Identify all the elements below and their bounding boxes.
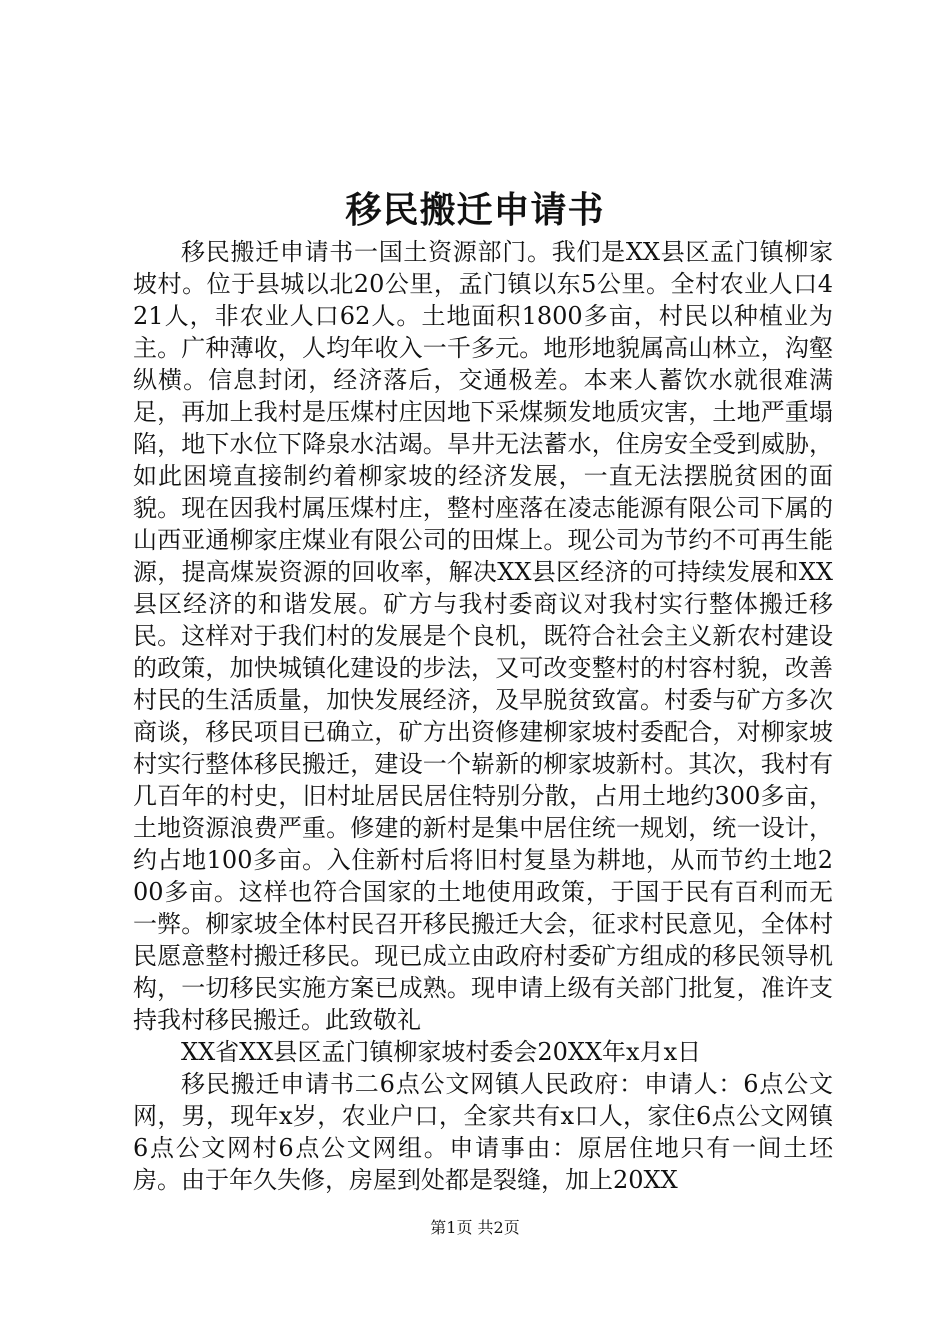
paragraph-1: 移民搬迁申请书一国土资源部门。我们是XX县区孟门镇柳家坡村。位于县城以北20公里，孟门镇以东5公里。全村农业人口421人，非农业人口62人。土地面积1800多亩，村民以种植业为主。广种薄收，人均年收入一千多元。地形地貌属高山林立，沟壑纵横。信息封闭，经济落后，交通极差。本来人蓄饮水就很难满足，再加上我村是压煤村庄因地下采煤频发地质灾害，土地严重塌陷，地下水位下降泉水沽竭。旱井无法蓄水，住房安全受到威胁，如此困境直接制约着柳家坡的经济发展，一直无法摆脱贫困的面貌。现在因我村属压煤村庄，整村座落在凌志能源有限公司下属的山西亚通柳家庄煤业有限公司的田煤上。现公司为节约不可再生能源，提高煤炭资源的回收率，解决XX县区经济的可持续发展和XX县区经济的和谐发展。矿方与我村委商议对我村实行整体搬迁移民。这样对于我们村的发展是个良机，既符合社会主义新农村建设的政策，加快城镇化建设的步法，又可改变整村的村容村貌，改善村民的生活质量，加快发展经济，及早脱贫致富。村委与矿方多次商谈，移民项目已确立，矿方出资修建柳家坡村委配合，对柳家坡村实行整体移民搬迁，建设一个崭新的柳家坡新村。其次，我村有几百年的村史，旧村址居民居住特别分散，占用土地约300多亩，土地资源浪费严重。修建的新村是集中居住统一规划，统一设计，约占地100多亩。入住新村后将旧村复垦为耕地，从而节约土地200多亩。这样也符合国家的土地使用政策，于国于民有百利而无一弊。柳家坡全体村民召开移民搬迁大会，征求村民意见，全体村民愿意整村搬迁移民。现已成立由政府村委矿方组成的移民领导机构，一切移民实施方案已成熟。现申请上级有关部门批复，准许支持我村移民搬迁。此致敬礼 [133, 238, 833, 1034]
paragraph-3: 移民搬迁申请书二6点公文网镇人民政府：申请人：6点公文网，男，现年x岁，农业户口，全家共有x口人，家住6点公文网镇6点公文网村6点公文网组。申请事由：原居住地只有一间土坯房。由于年久失修，房屋到处都是裂缝，加上20XX [133, 1070, 833, 1194]
page-number-footer: 第1页 共2页 [430, 1218, 520, 1237]
paragraph-2-signature: XX省XX县区孟门镇柳家坡村委会20XX年x月x日 [181, 1038, 702, 1066]
document-body [133, 236, 833, 1196]
page-title: 移民搬迁申请书 [345, 189, 605, 231]
